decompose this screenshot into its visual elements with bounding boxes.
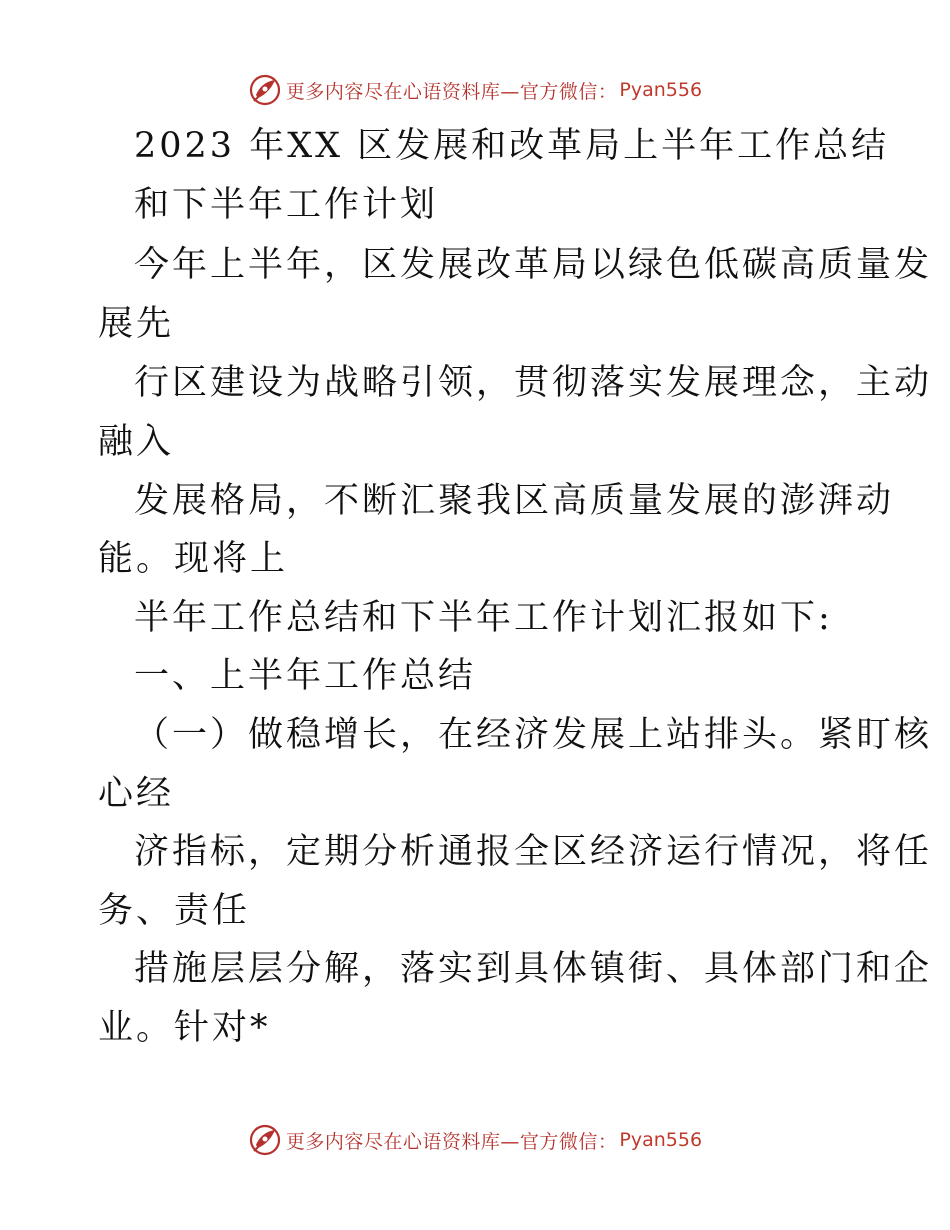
section-heading: 一、上半年工作总结 [134, 656, 477, 696]
paragraph-line: 展先 [98, 304, 175, 344]
paragraph-line: 融入 [98, 422, 175, 462]
pen-nib-circle-icon [248, 1123, 282, 1157]
paragraph-line: （一）做稳增长，在经济发展上站排头。紧盯核 [134, 715, 933, 755]
paragraph-line: 济指标，定期分析通报全区经济运行情况，将任 [134, 832, 933, 872]
paragraph-line: 今年上半年，区发展改革局以绿色低碳高质量发 [134, 245, 933, 285]
paragraph-line: 行区建设为战略引领，贯彻落实发展理念，主动 [134, 363, 933, 403]
watermark-handle: Pyan556 [619, 1129, 703, 1151]
paragraph-line: 业。针对* [98, 1008, 271, 1048]
paragraph-line: 发展格局，不断汇聚我区高质量发展的澎湃动 [134, 481, 895, 521]
footer-watermark [0, 1120, 950, 1160]
paragraph-line: 措施层层分解，落实到具体镇街、具体部门和企 [134, 949, 933, 989]
paragraph-line: 心经 [98, 774, 175, 814]
paragraph-line: 半年工作总结和下半年工作计划汇报如下: [134, 598, 833, 638]
paragraph-line: 能。现将上 [98, 539, 289, 579]
watermark-text: 更多内容尽在心语资料库—官方微信： [285, 80, 618, 103]
document-title-line-2: 和下半年工作计划 [134, 185, 439, 225]
paragraph-line: 务、责任 [98, 891, 251, 931]
document-title-line-1: 2023 年XX 区发展和改革局上半年工作总结 [134, 126, 890, 166]
watermark-text: 更多内容尽在心语资料库—官方微信： [285, 1130, 618, 1153]
watermark-handle: Pyan556 [619, 79, 703, 101]
